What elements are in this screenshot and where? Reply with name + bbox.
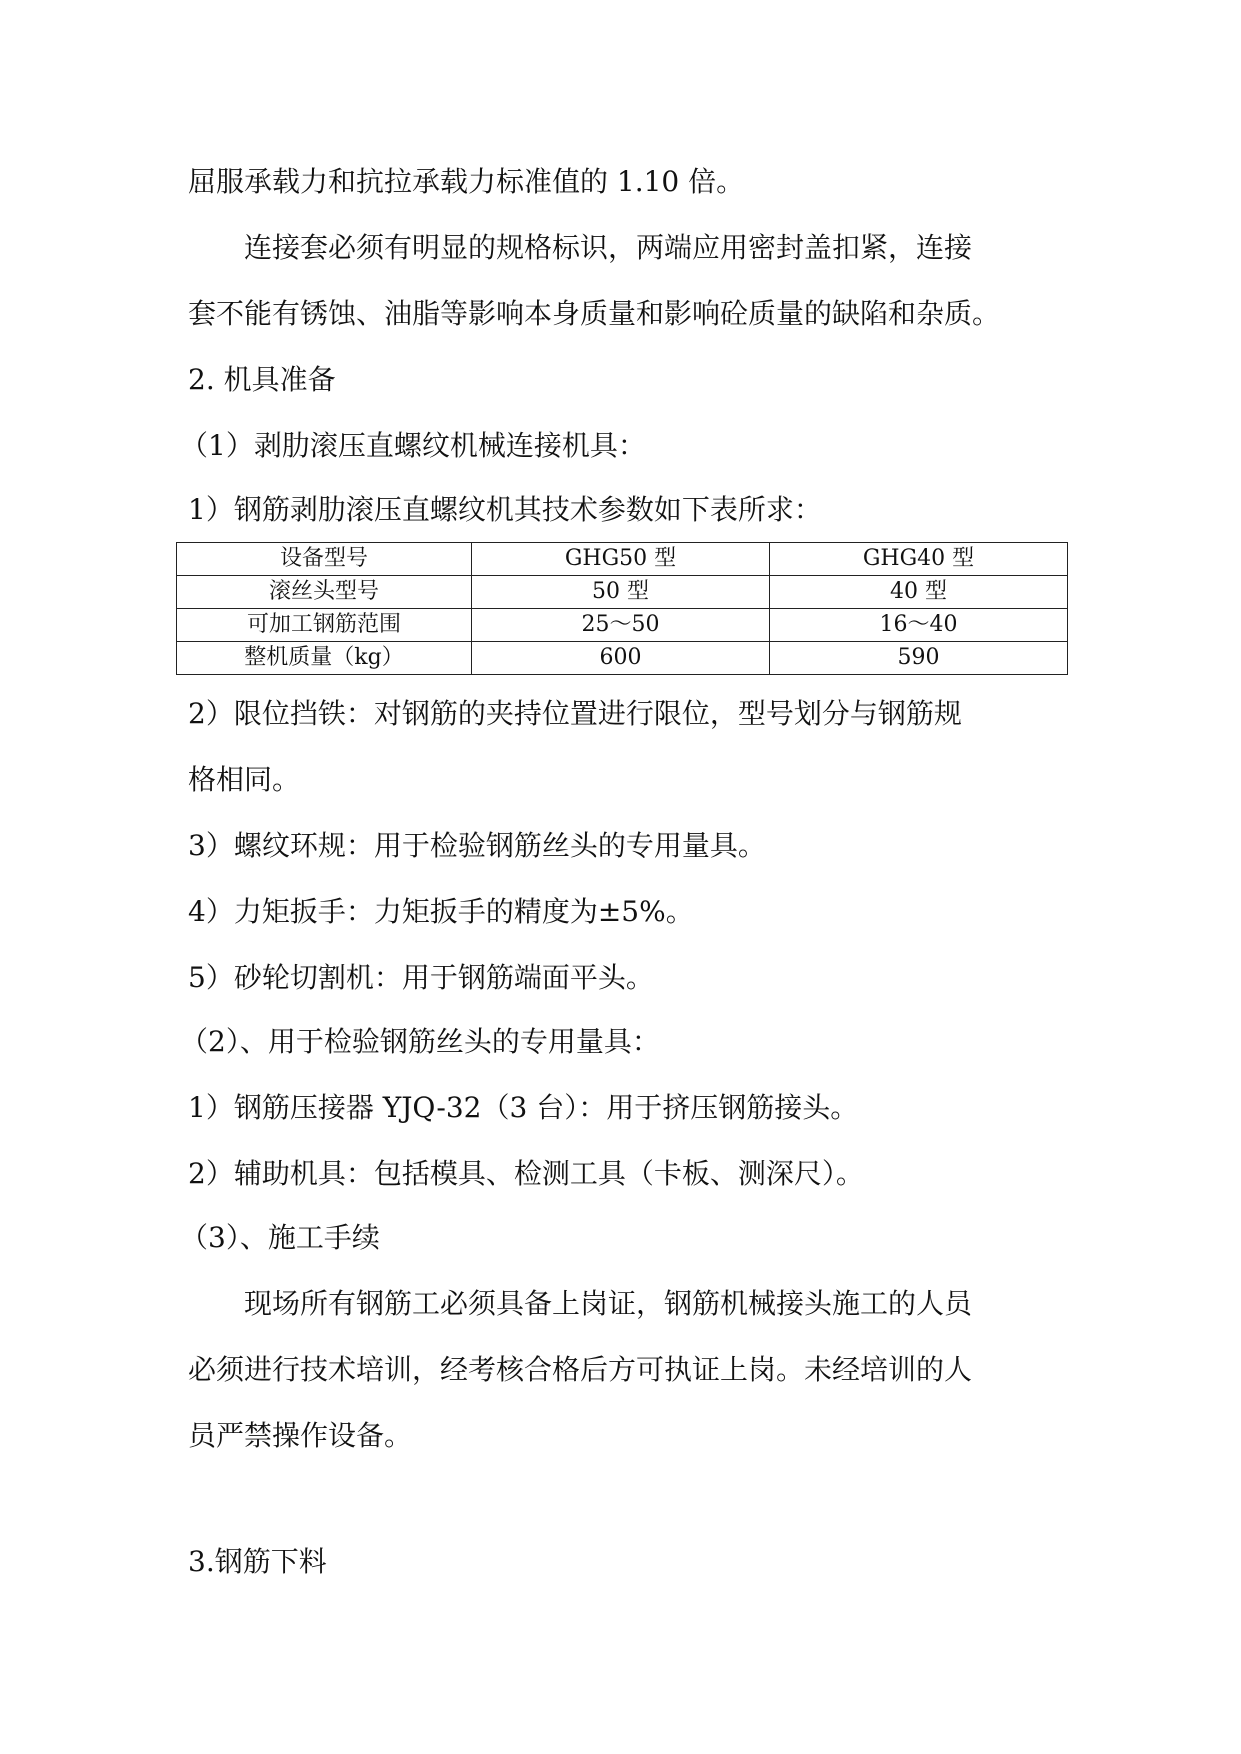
subsection-heading: （3）、施工手续 bbox=[180, 1221, 380, 1254]
table-cell: 590 bbox=[770, 642, 1068, 675]
table-row bbox=[177, 543, 1068, 576]
section-heading: 2. 机具准备 bbox=[188, 363, 336, 396]
table-cell: 可加工钢筋范围 bbox=[177, 609, 472, 642]
list-item: 3）螺纹环规：用于检验钢筋丝头的专用量具。 bbox=[188, 829, 766, 862]
table-cell: 设备型号 bbox=[177, 543, 472, 576]
paragraph-text: 连接套必须有明显的规格标识，两端应用密封盖扣紧，连接 bbox=[244, 231, 973, 264]
list-item: 格相同。 bbox=[188, 763, 301, 796]
table-cell: GHG50 型 bbox=[472, 543, 770, 576]
list-item: 4）力矩扳手：力矩扳手的精度为±5%。 bbox=[188, 895, 694, 928]
list-item: 1）钢筋剥肋滚压直螺纹机其技术参数如下表所求： bbox=[188, 493, 822, 526]
table-cell: GHG40 型 bbox=[770, 543, 1068, 576]
table-row bbox=[177, 576, 1068, 609]
table-cell: 40 型 bbox=[770, 576, 1068, 609]
list-item: 5）砂轮切割机：用于钢筋端面平头。 bbox=[188, 961, 654, 994]
paragraph-text: 必须进行技术培训，经考核合格后方可执证上岗。未经培训的人 bbox=[188, 1353, 973, 1386]
equipment-spec-table bbox=[176, 542, 1068, 675]
list-item: 2）辅助机具：包括模具、检测工具（卡板、测深尺）。 bbox=[188, 1157, 864, 1190]
subsection-heading: （1）剥肋滚压直螺纹机械连接机具： bbox=[180, 429, 646, 462]
table-cell: 25～50 bbox=[472, 609, 770, 642]
subsection-heading: （2）、用于检验钢筋丝头的专用量具： bbox=[180, 1025, 660, 1058]
paragraph-text: 现场所有钢筋工必须具备上岗证，钢筋机械接头施工的人员 bbox=[244, 1287, 973, 1320]
list-item: 1）钢筋压接器 YJQ-32（3 台）：用于挤压钢筋接头。 bbox=[188, 1091, 859, 1124]
table-row bbox=[177, 642, 1068, 675]
paragraph-text: 套不能有锈蚀、油脂等影响本身质量和影响砼质量的缺陷和杂质。 bbox=[188, 297, 1001, 330]
table-row bbox=[177, 609, 1068, 642]
paragraph-text: 员严禁操作设备。 bbox=[188, 1419, 413, 1452]
list-item: 2）限位挡铁：对钢筋的夹持位置进行限位，型号划分与钢筋规 bbox=[188, 697, 962, 730]
section-heading: 3.钢筋下料 bbox=[188, 1545, 327, 1578]
table-cell: 整机质量（kg） bbox=[177, 642, 472, 675]
table-cell: 滚丝头型号 bbox=[177, 576, 472, 609]
paragraph-text: 屈服承载力和抗拉承载力标准值的 1.10 倍。 bbox=[188, 165, 745, 198]
table-cell: 600 bbox=[472, 642, 770, 675]
table-cell: 50 型 bbox=[472, 576, 770, 609]
table-cell: 16～40 bbox=[770, 609, 1068, 642]
